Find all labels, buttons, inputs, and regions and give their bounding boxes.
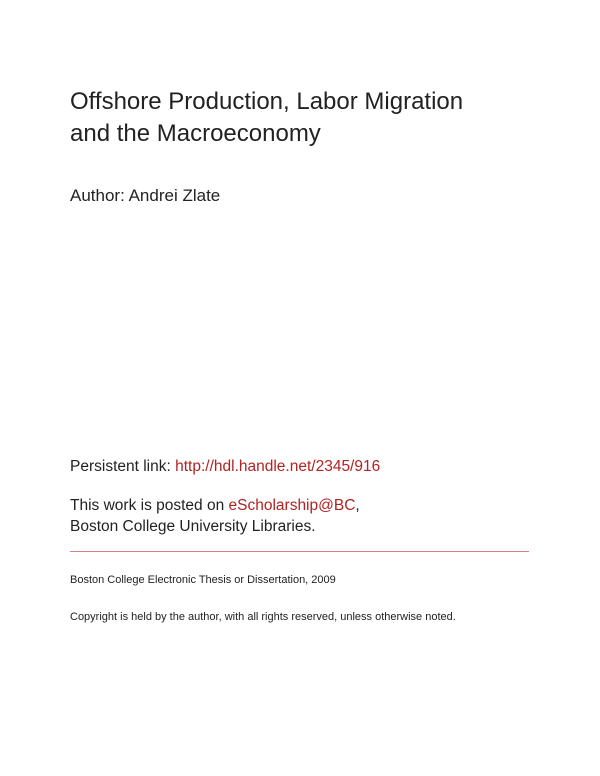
posted-suffix: , xyxy=(355,497,360,514)
escholarship-link[interactable]: eScholarship@BC xyxy=(228,497,356,514)
posted-prefix: This work is posted on xyxy=(70,497,229,514)
persistent-link[interactable]: http://hdl.handle.net/2345/916 xyxy=(175,458,381,475)
document-title xyxy=(70,86,463,150)
thesis-note: Boston College Electronic Thesis or Dissertation, 2009 xyxy=(70,574,336,586)
persistent-link-line xyxy=(70,458,380,476)
divider xyxy=(70,551,529,552)
posted-line-2: Boston College University Libraries. xyxy=(70,518,316,535)
author: Author: Andrei Zlate xyxy=(70,186,221,205)
posted-on xyxy=(70,495,360,537)
title-line-1: Offshore Production, Labor Migration xyxy=(70,88,464,115)
persistent-link-label: Persistent link: xyxy=(70,458,176,475)
copyright-note: Copyright is held by the author, with all rights reserved, unless otherwise noted. xyxy=(70,611,456,623)
title-line-2: and the Macroeconomy xyxy=(70,120,321,147)
